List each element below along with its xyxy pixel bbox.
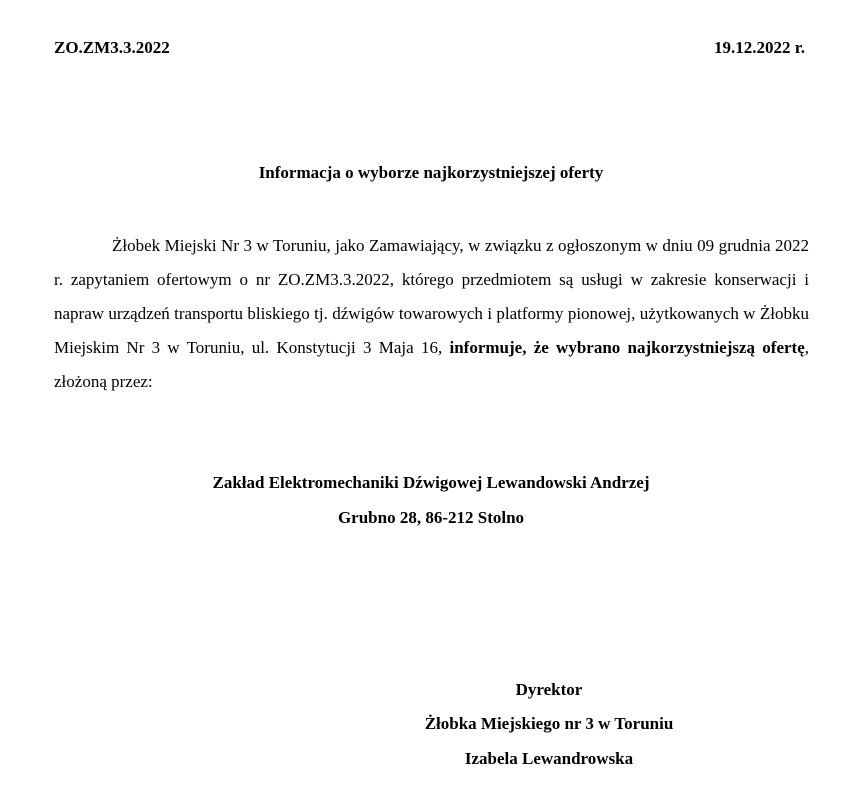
document-title: Informacja o wyborze najkorzystniejszej oferty (258, 163, 604, 182)
body-paragraph (54, 229, 809, 399)
reference-number: ZO.ZM3.3.2022 (54, 38, 170, 57)
contractor-name: Zakład Elektromechaniki Dźwigowej Lewandowski Andrzej (212, 473, 650, 492)
contractor-address: Grubno 28, 86-212 Stolno (337, 508, 525, 527)
signatory-role: Dyrektor (515, 680, 583, 699)
document-date: 19.12.2022 r. (714, 38, 805, 57)
body-outro-text: , złożoną przez: (54, 338, 809, 391)
body-intro-text: Żłobek Miejski Nr 3 w Toruniu, jako Zamawiający, w związku z ogłoszonym w dniu 09 grudnia 2022 r. zapytaniem ofertowym o nr ZO.ZM3.3.2022, którego przedmiotem są usługi w zakresie konserwacji i napraw urządzeń transportu bliskiego tj. dźwigów towarowych i platformy pionowej, użytkowanych w Żłobku Miejskim Nr 3 w Toruniu, ul. Konstytucji 3 Maja 16, (54, 236, 809, 357)
body-bold-text: informuje, że wybrano najkorzystniejszą ofertę (449, 338, 805, 357)
signatory-organization: Żłobka Miejskiego nr 3 w Toruniu (424, 714, 674, 733)
signatory-name: Izabela Lewandrowska (464, 749, 634, 768)
